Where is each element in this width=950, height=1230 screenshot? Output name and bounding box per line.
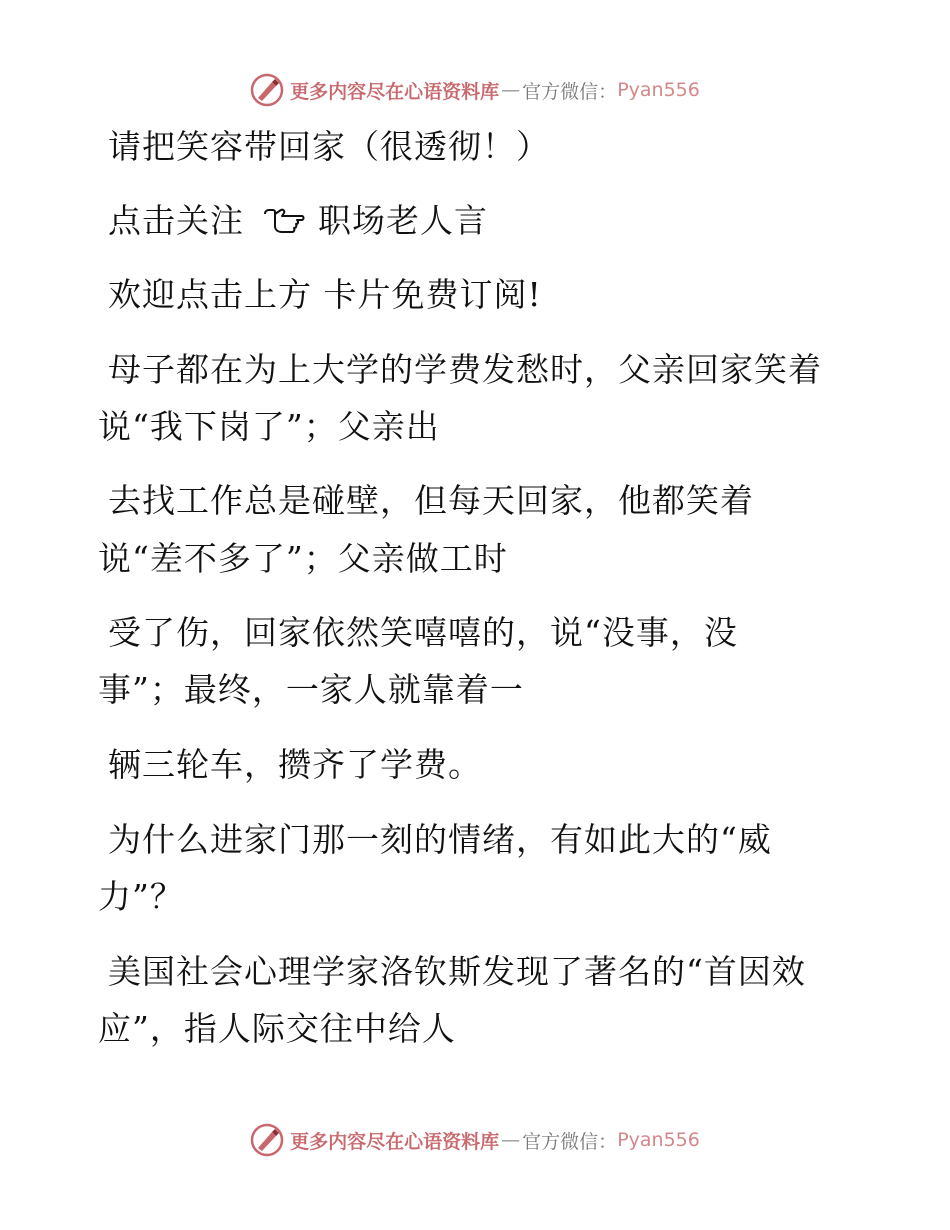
footer-banner [0,1120,950,1160]
follow-line [108,201,488,241]
paragraph-5-line-1: 为什么进家门那一刻的情绪，有如此大的“威 [108,820,772,859]
paragraph-1-line-1: 母子都在为上大学的学费发愁时，父亲回家笑着 [108,350,822,389]
paragraph-2-line-1: 去找工作总是碰壁，但每天回家，他都笑着 [108,481,754,520]
paragraph-1-line-2: 说“我下岗了”；父亲出 [98,407,440,446]
banner-wechat-label: 官方微信： [522,80,618,103]
follow-account[interactable]: 职场老人言 [318,201,488,240]
banner-wechat-id: Pyan556 [617,79,700,101]
banner-dash: — [501,1129,521,1151]
paragraph-4-line-1: 辆三轮车，攒齐了学费。 [108,745,482,784]
welcome-line: 欢迎点击上方 卡片免费订阅! [108,275,542,314]
paragraph-5-line-2: 力”？ [98,877,184,916]
banner-dash: — [501,79,521,101]
banner-wechat-id: Pyan556 [617,1129,700,1151]
pen-logo-icon [250,73,284,107]
pointing-hand-icon [262,206,306,236]
follow-prefix[interactable]: 点击关注 [108,201,244,240]
paragraph-3-line-2: 事”；最终，一家人就靠着一 [98,670,524,709]
paragraph-2-line-2: 说“差不多了”；父亲做工时 [98,539,508,578]
header-banner [0,70,950,110]
banner-brand: 更多内容尽在心语资料库 [290,80,500,103]
pen-logo-icon [250,1123,284,1157]
banner-brand: 更多内容尽在心语资料库 [290,1130,500,1153]
paragraph-3-line-1: 受了伤，回家依然笑嘻嘻的，说“没事，没 [108,613,738,652]
banner-wechat-label: 官方微信： [522,1130,618,1153]
paragraph-6-line-1: 美国社会心理学家洛钦斯发现了著名的“首因效 [108,952,806,991]
article-title: 请把笑容带回家（很透彻！） [108,127,550,166]
paragraph-6-line-2: 应”，指人际交往中给人 [98,1009,456,1048]
